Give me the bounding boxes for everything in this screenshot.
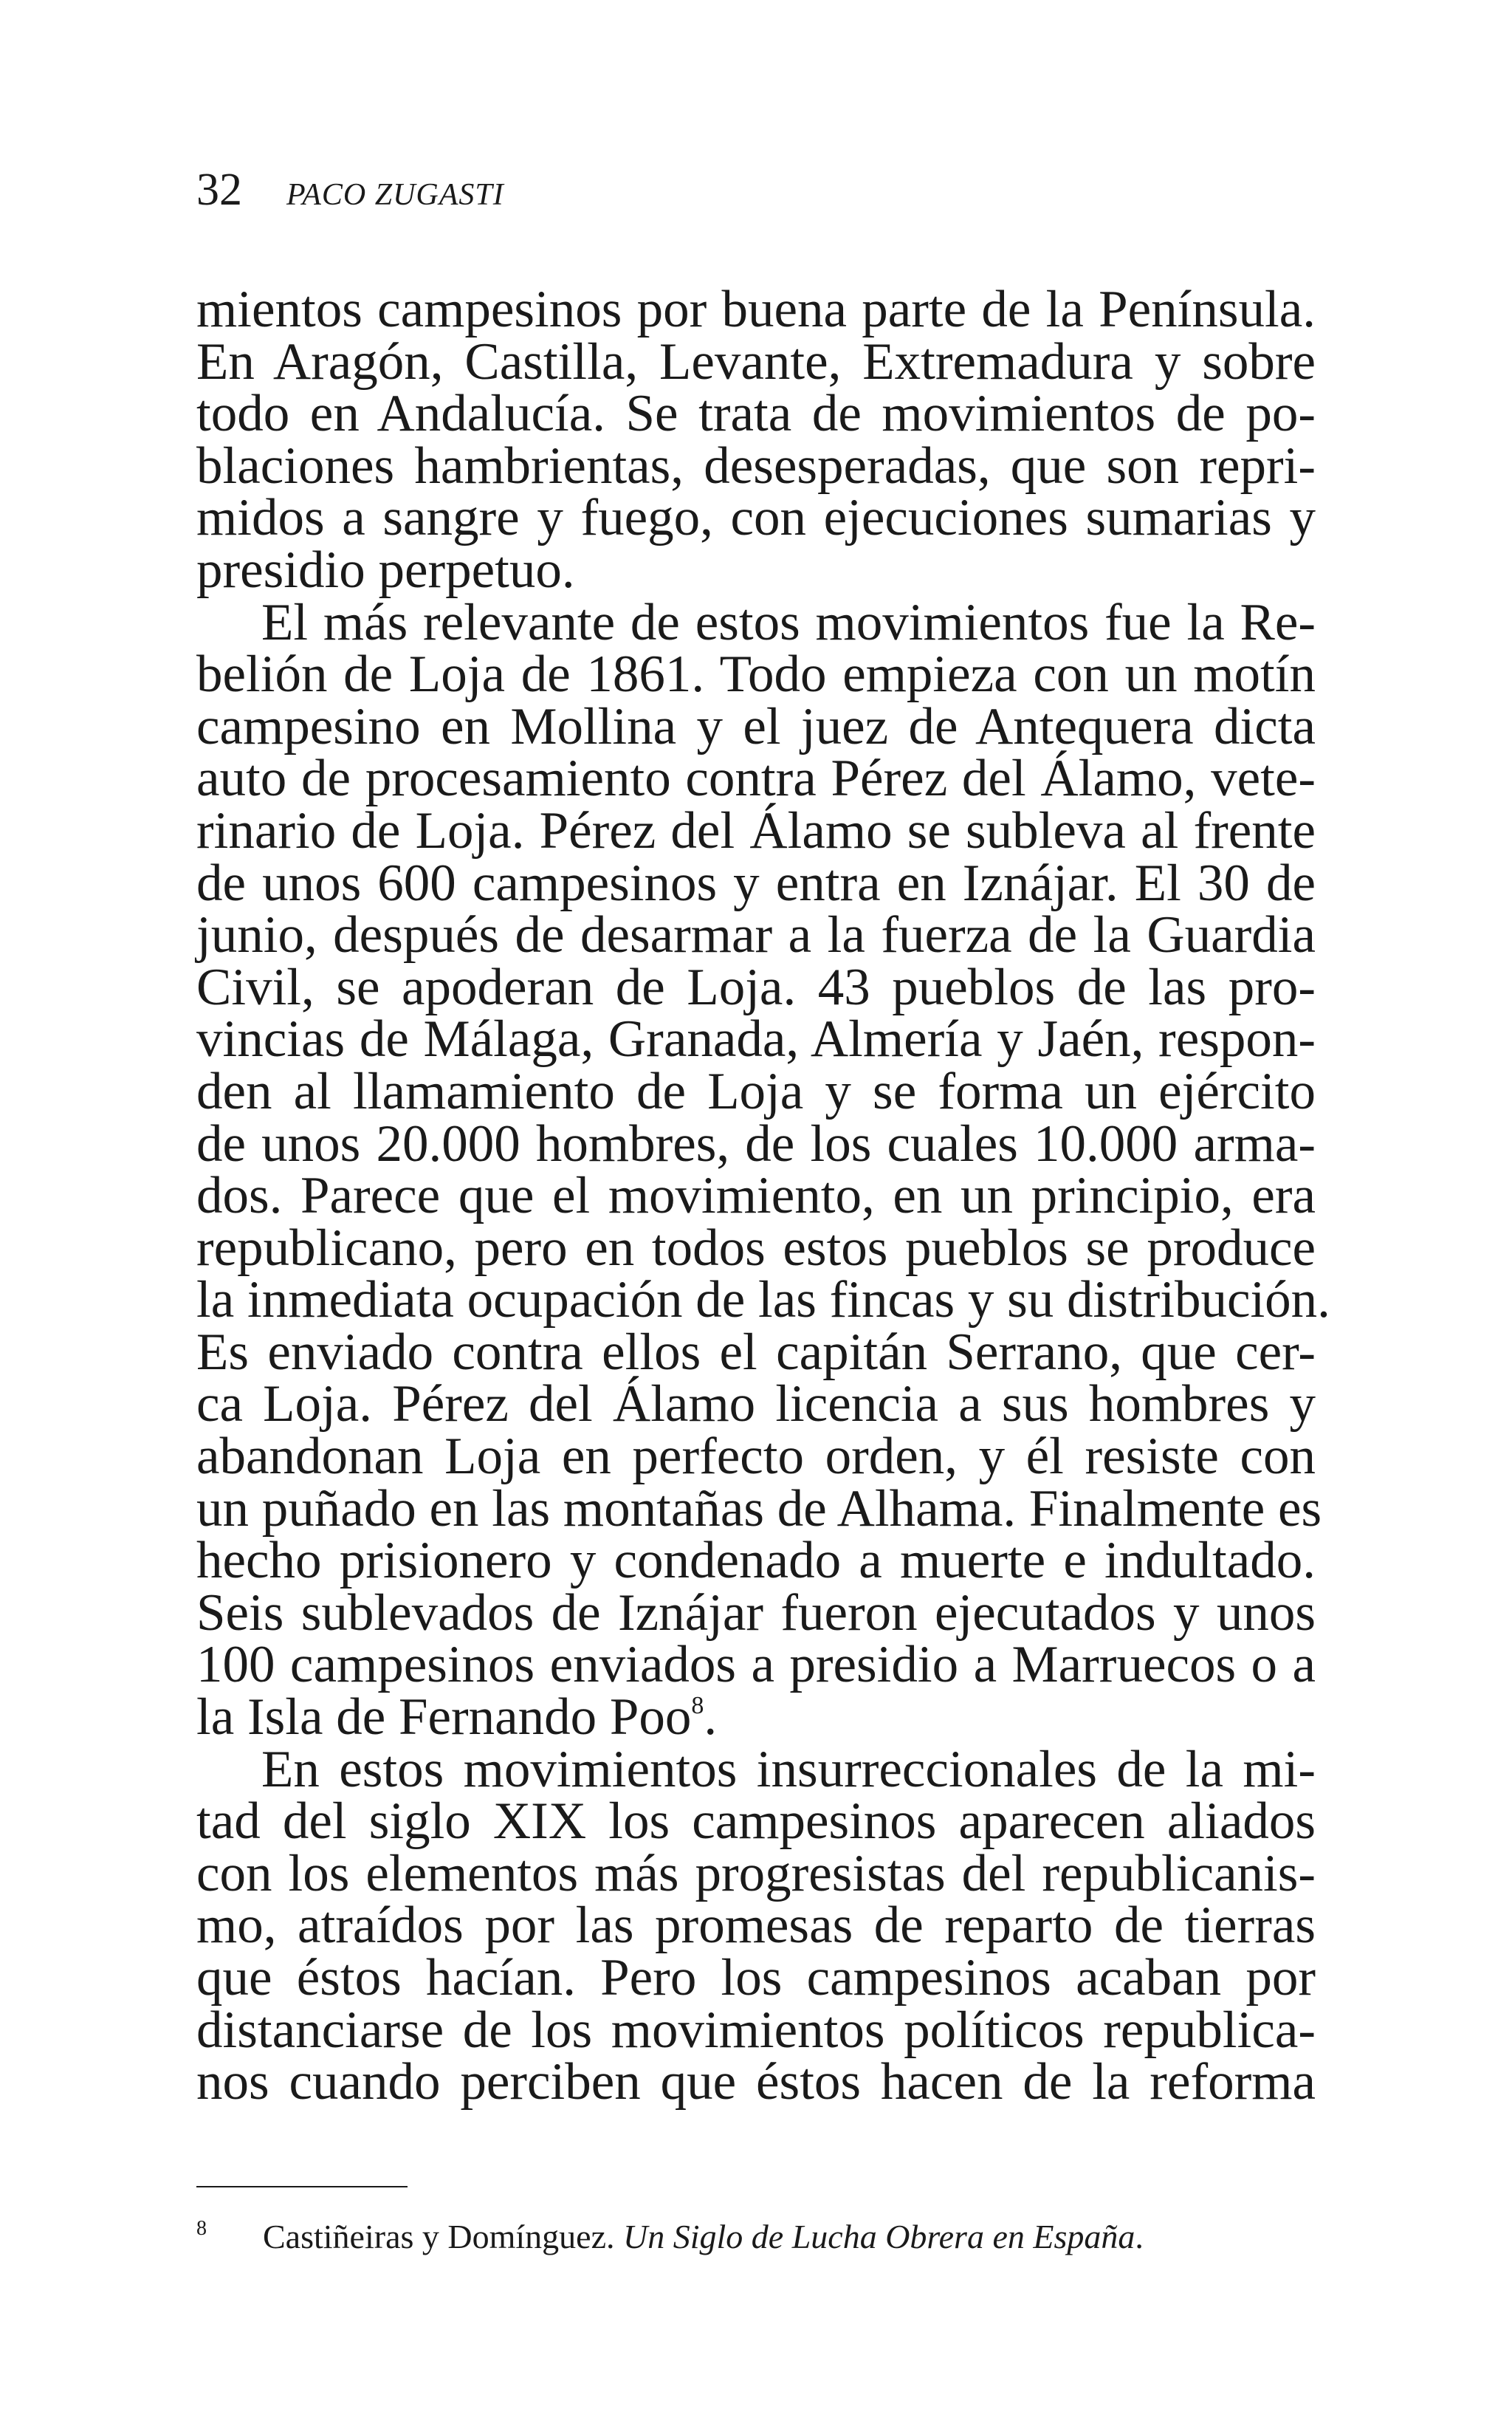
text-line: con los elementos más progresistas del republicanis- <box>196 1844 1316 1902</box>
text-line-with-footnote <box>196 1688 1316 1747</box>
text-line: En Aragón, Castilla, Levante, Extremadura y sobre <box>196 332 1316 391</box>
text-line: abandonan Loja en perfecto orden, y él resiste con <box>196 1428 1316 1486</box>
running-head: PACO ZUGASTI <box>286 178 504 212</box>
text-line: republicano, pero en todos estos pueblos se produce <box>196 1219 1316 1277</box>
text-line: tad del siglo XIX los campesinos aparecen aliados <box>196 1792 1316 1851</box>
text-line: Es enviado contra ellos el capitán Serrano, que cer- <box>196 1323 1316 1381</box>
text-line: 100 campesinos enviados a presidio a Marruecos o a <box>196 1636 1316 1694</box>
text-line: campesino en Mollina y el juez de Antequera dicta <box>196 697 1316 755</box>
text-line: auto de procesamiento contra Pérez del Álamo, vete- <box>196 750 1316 808</box>
text-line: midos a sangre y fuego, con ejecuciones sumarias y <box>196 489 1316 547</box>
body-text <box>196 281 1330 2111</box>
text-line: presidio perpetuo. <box>196 541 575 599</box>
text-line: de unos 600 campesinos y entra en Iznájar. El 30 de <box>196 854 1316 912</box>
text-line: un puñado en las montañas de Alhama. Finalmente es <box>196 1479 1322 1538</box>
footnote-end: . <box>1135 2218 1144 2255</box>
line-end-punctuation: . <box>704 1688 718 1747</box>
text-line: belión de Loja de 1861. Todo empieza con un motín <box>196 645 1316 704</box>
text-line: En estos movimientos insurreccionales de la mi- <box>261 1740 1316 1798</box>
text-line: El más relevante de estos movimientos fue la Re- <box>261 593 1316 651</box>
footnote <box>196 2208 1316 2258</box>
text-line: dos. Parece que el movimiento, en un principio, era <box>196 1167 1316 1225</box>
text-line: que éstos hacían. Pero los campesinos acaban por <box>196 1949 1316 2007</box>
text-line: den al llamamiento de Loja y se forma un ejército <box>196 1062 1316 1120</box>
text-line: nos cuando perciben que éstos hacen de la reforma <box>196 2053 1316 2111</box>
text-line: mientos campesinos por buena parte de la Península. <box>196 281 1316 338</box>
text-line: Seis sublevados de Iznájar fueron ejecutados y unos <box>196 1583 1316 1642</box>
text-line: Civil, se apoderan de Loja. 43 pueblos de las pro- <box>196 958 1316 1016</box>
text-line: blaciones hambrientas, desesperadas, que son repri- <box>196 436 1316 495</box>
text-line: la Isla de Fernando Poo <box>196 1688 692 1747</box>
footnote-reference: 8 <box>691 1692 704 1720</box>
text-line: mo, atraídos por las promesas de reparto de tierras <box>196 1896 1316 1955</box>
text-line: hecho prisionero y condenado a muerte e indultado. <box>196 1532 1316 1590</box>
text-line: junio, después de desarmar a la fuerza de la Guardia <box>196 906 1316 964</box>
footnote-author: Castiñeiras y Domínguez. <box>263 2218 624 2255</box>
page-header <box>196 164 504 223</box>
page-number: 32 <box>196 165 242 215</box>
text-line: ca Loja. Pérez del Álamo licencia a sus hombres y <box>196 1375 1316 1433</box>
footnote-divider <box>196 2186 408 2187</box>
text-line: de unos 20.000 hombres, de los cuales 10.000 arma- <box>196 1114 1316 1173</box>
text-line: rinario de Loja. Pérez del Álamo se subleva al frente <box>196 801 1316 860</box>
text-line: todo en Andalucía. Se trata de movimientos de po- <box>196 385 1316 443</box>
text-line: distanciarse de los movimientos políticos republica- <box>196 2001 1316 2059</box>
text-line: vincias de Málaga, Granada, Almería y Jaén, respon- <box>196 1010 1316 1069</box>
footnote-number: 8 <box>196 2217 207 2240</box>
footnote-title: Un Siglo de Lucha Obrera en España <box>623 2218 1135 2255</box>
text-line: la inmediata ocupación de las fincas y su distribución. <box>196 1271 1330 1329</box>
